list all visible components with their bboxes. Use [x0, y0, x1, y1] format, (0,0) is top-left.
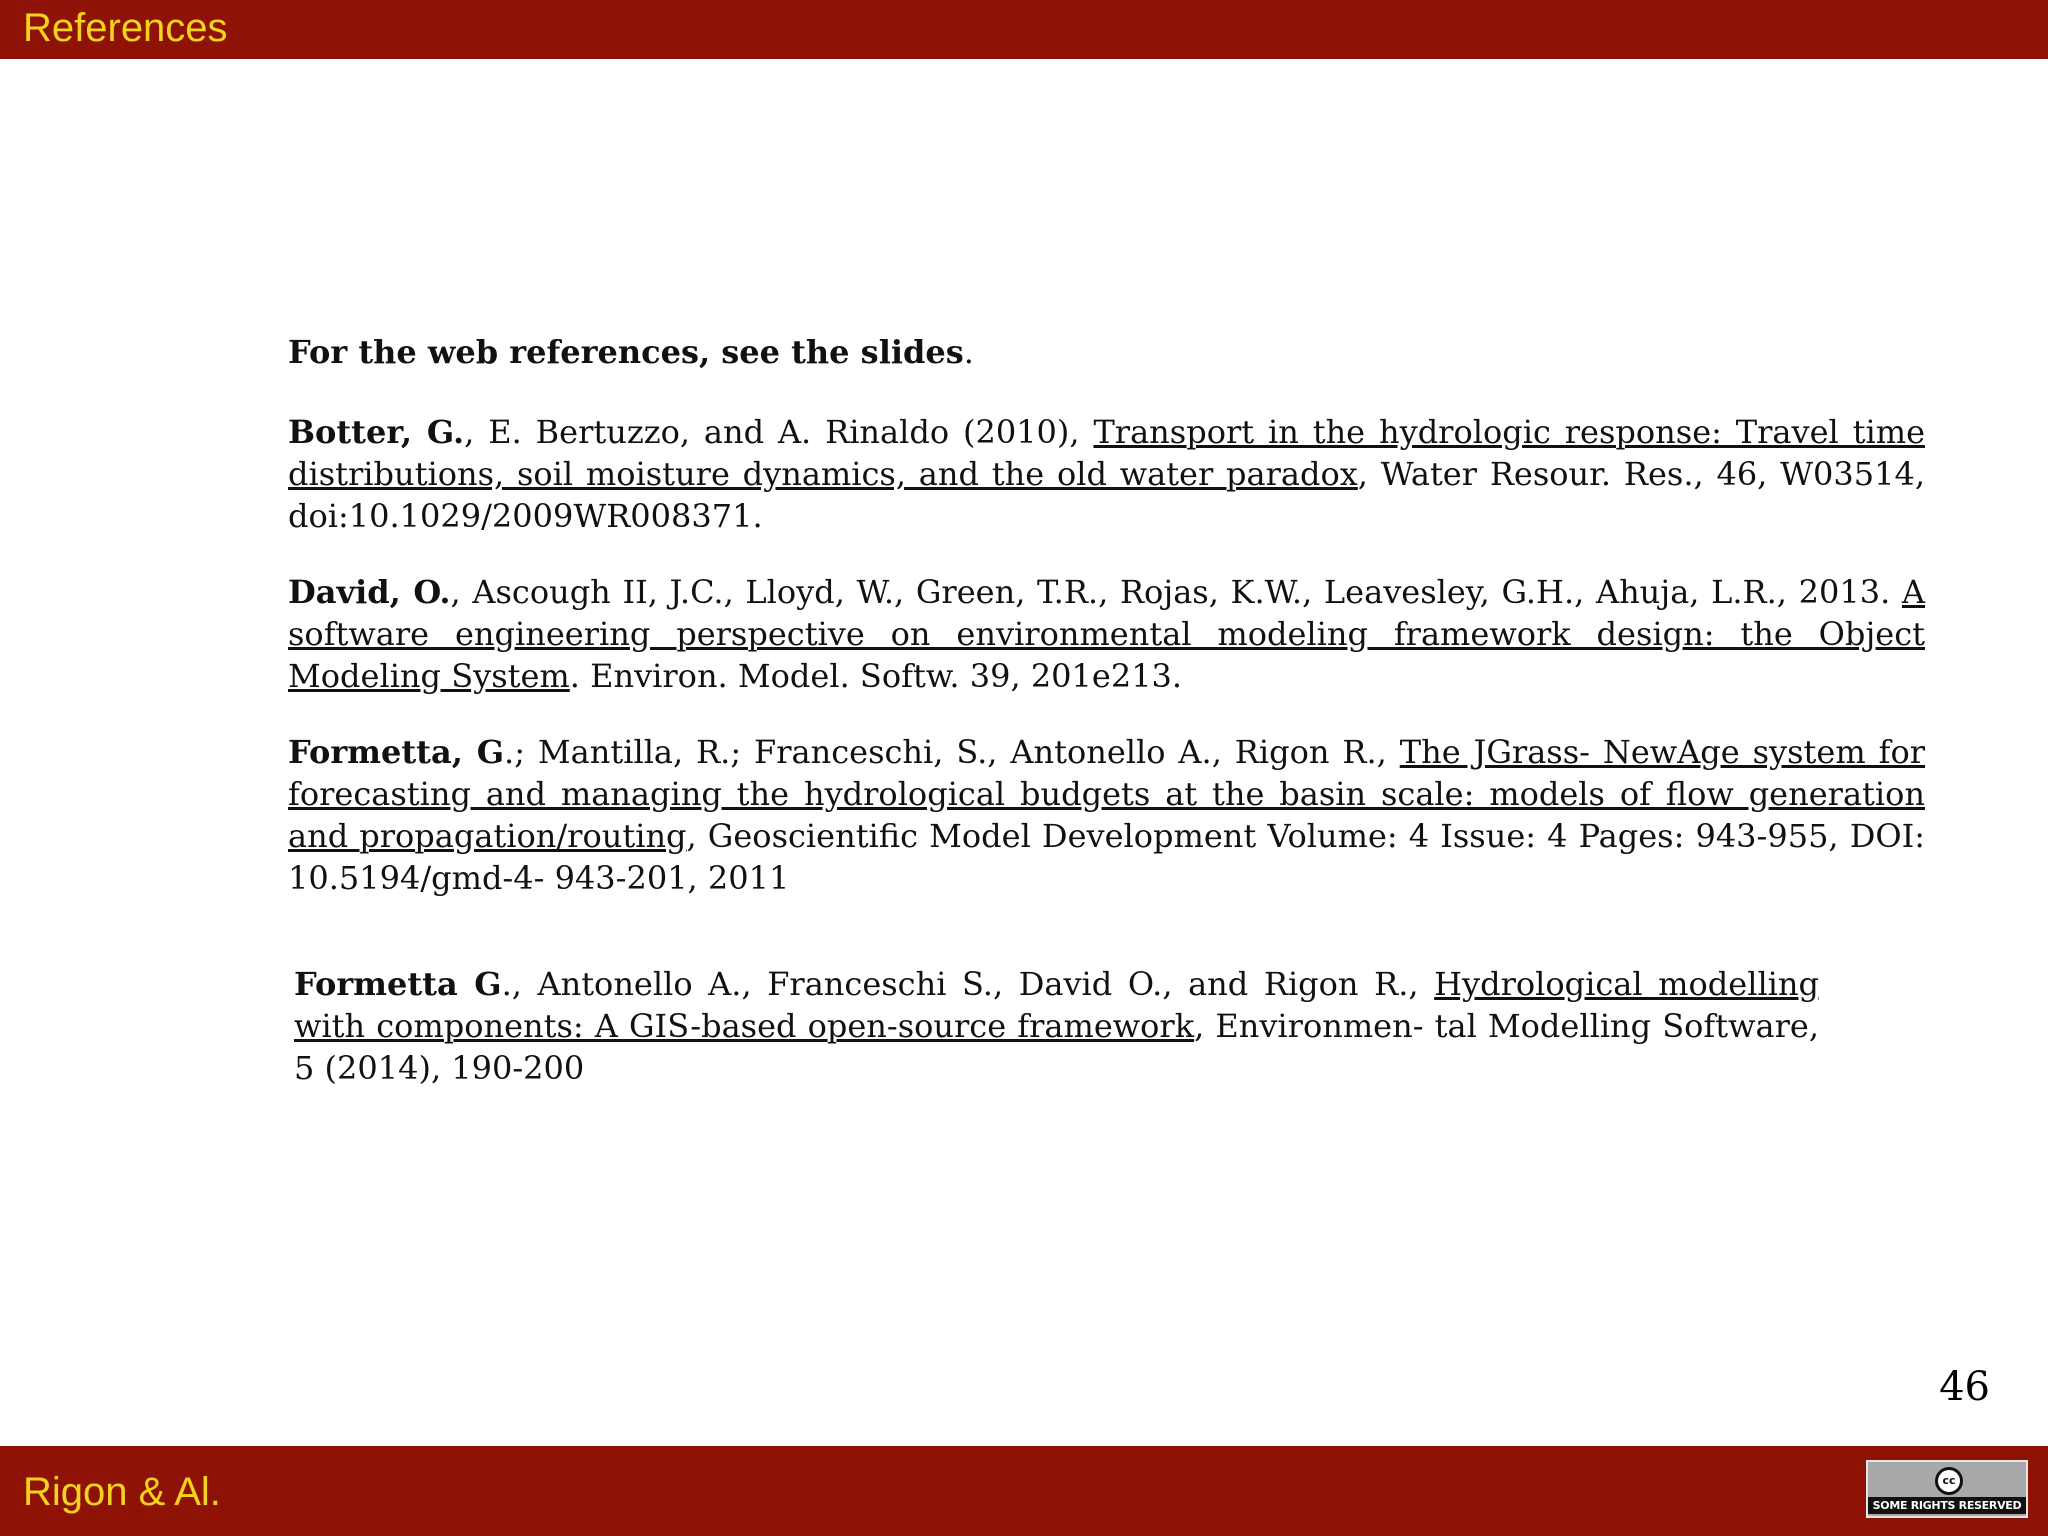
cc-icon: cc [1935, 1467, 1963, 1495]
reference-coauthors: .; Mantilla, R.; Franceschi, S., Antonello A., Rigon R., [504, 733, 1400, 771]
header-bar [0, 0, 2048, 59]
intro-line [288, 331, 1925, 373]
reference-author: Formetta, G [288, 733, 505, 771]
intro-bold-text: For the web references, see the slides [288, 333, 964, 371]
references-content [288, 331, 1925, 1089]
reference-title: Hydrological modelling with components: A GIS-based open-source framework [294, 965, 1820, 1045]
reference-author: David, O. [288, 573, 451, 611]
page-number: 46 [1939, 1364, 1990, 1410]
reference-item [288, 571, 1925, 697]
reference-coauthors: , E. Bertuzzo, and A. Rinaldo (2010), [464, 413, 1094, 451]
reference-author: Botter, G. [288, 413, 465, 451]
reference-details: , Environmen- tal Modelling Software, 5 (2014), 190-200 [294, 1007, 1820, 1087]
reference-author: Formetta G [294, 965, 502, 1003]
reference-coauthors: ., Antonello A., Franceschi S., David O., and Rigon R., [501, 965, 1435, 1003]
reference-item [288, 411, 1925, 537]
reference-coauthors: , Ascough II, J.C., Lloyd, W., Green, T.R., Rojas, K.W., Leavesley, G.H., Ahuja, L.R., 2013. [450, 573, 1902, 611]
reference-title: The JGrass- NewAge system for forecasting and managing the hydrological budgets at the basin scale: models of flow generation and propagation/routing [288, 733, 1926, 855]
reference-details: , Water Resour. Res., 46, W03514, doi:10.1029/2009WR008371. [288, 455, 1926, 535]
reference-details: . Environ. Model. Softw. 39, 201e213. [569, 657, 1183, 695]
reference-item [294, 963, 1819, 1089]
intro-trailing: . [963, 333, 974, 371]
reference-title: A software engineering perspective on environmental modeling framework design: the Object Modeling System [288, 573, 1926, 695]
slide-title: References [23, 6, 228, 50]
reference-title: Transport in the hydrologic response: Travel time distributions, soil moisture dynamics, and the old water paradox [288, 413, 1926, 493]
footer-author: Rigon & Al. [23, 1470, 221, 1514]
creative-commons-badge[interactable] [1866, 1460, 2028, 1518]
license-text: SOME RIGHTS RESERVED [1868, 1497, 2026, 1514]
reference-details: , Geoscientific Model Development Volume: 4 Issue: 4 Pages: 943-955, DOI: 10.5194/gmd-4- 943-201, 2011 [288, 817, 1926, 897]
reference-item [288, 731, 1925, 899]
footer-bar [0, 1446, 2048, 1536]
